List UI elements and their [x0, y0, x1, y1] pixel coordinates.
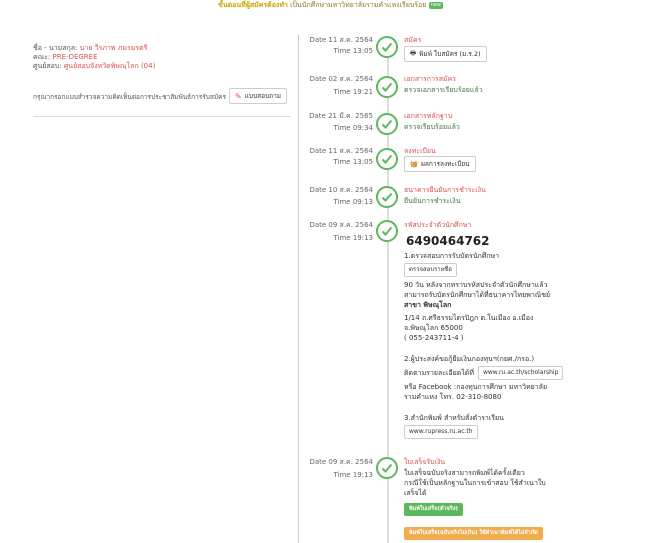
student-id-number: 6490464762: [406, 234, 490, 248]
check-circle-icon: [376, 148, 398, 170]
press-heading: 3.สำนักพิมพ์ สำหรับสั่งตำราเรียน: [404, 414, 504, 422]
print-application-label: พิมพ์ ใบสมัคร (ม.ร.2): [419, 50, 481, 58]
survey-text: กรุณากรอกแบบสำรวจความคิดเห็นต่อการประชาสัมพันธ์การรับสมัคร: [33, 93, 226, 101]
receipt-note-1: ใบเสร็จฉบับจริงสามารถพิมพ์ได้ครั้งเดียว: [404, 469, 525, 477]
check-circle-icon: [376, 186, 398, 208]
step-time: Time 09:34: [333, 124, 373, 132]
scholarship-link[interactable]: www.ru.ac.th/scholarship: [478, 366, 563, 380]
step-date: Date 11 ส.ค. 2564: [309, 36, 373, 44]
step-status: ตรวจเรียบร้อยแล้ว: [404, 123, 460, 131]
banner-title: ขั้นตอนที่ผู้สมัครต้องทำ: [218, 1, 288, 9]
basket-icon: 🧺: [410, 160, 419, 168]
step-time: Time 13:05: [333, 158, 373, 166]
faculty-value: PRE-DEGREE: [52, 53, 98, 61]
step-title: ใบเสร็จรับเงิน: [404, 458, 446, 466]
survey-button[interactable]: [229, 88, 287, 104]
step-time: Time 19:13: [333, 471, 373, 479]
loan-phone: รามคำแหง โทร. 02-310-8080: [404, 393, 502, 401]
print-receipt-button[interactable]: พิมพ์ใบเสร็จ(ตัวจริง): [404, 503, 463, 516]
receipt-details: [404, 468, 546, 540]
check-circle-icon: [376, 76, 398, 98]
registration-result-button[interactable]: [404, 156, 476, 172]
bank-branch: สาขา พิษณุโลก: [404, 301, 452, 309]
step-title: เอกสารหลักฐาน: [404, 112, 453, 120]
receipt-note-2: กรณีใช้เป็นหลักฐานในการเข้าสอบ ใช้สำเนาใบ: [404, 479, 546, 487]
check-circle-icon: [376, 113, 398, 135]
step-time: Time 19:13: [333, 234, 373, 242]
survey-button-label: แบบสอบถาม: [244, 92, 282, 100]
top-banner: [0, 0, 661, 12]
step-title: ธนาคารยืนยันการชำระเงิน: [404, 186, 486, 194]
loan-details-text: ติดตามรายละเอียดได้ที่: [404, 369, 474, 377]
step-date: Date 09 ส.ค. 2564: [309, 221, 373, 229]
step-time: Time 13:05: [333, 47, 373, 55]
rupress-link[interactable]: www.rupress.ru.ac.th: [404, 425, 478, 439]
step-status: ตรวจเอกสารเรียบร้อยแล้ว: [404, 86, 483, 94]
step-time: Time 09:13: [333, 198, 373, 206]
check-circle-icon: [376, 220, 398, 242]
step-time: Time 19:21: [333, 88, 373, 96]
profile-panel: [33, 44, 291, 101]
step-date: Date 11 ส.ค. 2564: [309, 147, 373, 155]
name-label: ชื่อ - นามสกุล:: [33, 44, 78, 52]
check-circle-icon: [376, 36, 398, 58]
step-title: ลงทะเบียน: [404, 147, 436, 155]
profile-divider: [33, 116, 291, 117]
check-circle-icon: [376, 457, 398, 479]
card-pickup-note: 90 วัน หลังจากทราบรหัสประจำตัวนักศึกษาแล้ว: [404, 281, 548, 289]
step-title: รหัสประจำตัวนักศึกษา: [404, 221, 472, 229]
profile-center-row: [33, 62, 291, 71]
print-application-button[interactable]: [404, 46, 487, 62]
step-title: สมัคร: [404, 36, 422, 44]
profile-faculty-row: [33, 53, 291, 62]
print-receipt-copy-button[interactable]: พิมพ์ใบเสร็จ(ฉบับจริงไม่เกิน) ใช้สำเนาพิมพ์ได้ไม่จำกัด: [404, 527, 543, 540]
step-date: Date 21 มี.ค. 2565: [309, 112, 373, 120]
edit-icon: ✎: [235, 91, 242, 101]
card-check-heading: 1.ตรวจสอบการรับบัตรนักศึกษา: [404, 252, 500, 260]
student-id-details: [404, 234, 563, 439]
step-date: Date 10 ส.ค. 2564: [309, 186, 373, 194]
card-pickup-bank: สามารถรับบัตรนักศึกษาได้ที่ธนาคารไทยพาณิชย์: [404, 291, 551, 299]
faculty-label: คณะ:: [33, 53, 51, 61]
profile-name-row: [33, 44, 291, 53]
column-divider: [298, 35, 299, 543]
center-value: ศูนย์สอบจังหวัดพิษณุโลก (04): [63, 62, 156, 70]
center-label: ศูนย์สอบ:: [33, 62, 62, 70]
branch-address-2: จ.พิษณุโลก 65000: [404, 324, 463, 332]
check-list-button[interactable]: ตรวจสอบรายชื่อ: [404, 263, 457, 277]
loan-facebook: หรือ Facebook :กองทุนการศึกษา มหาวิทยาลัย: [404, 383, 548, 391]
step-title: เอกสารการสมัคร: [404, 75, 457, 83]
banner-status: เป็นนักศึกษามหาวิทยาลัยรามคำแหงเรียบร้อย: [290, 1, 427, 9]
receipt-note-3: เสร็จได้: [404, 489, 427, 497]
branch-address-1: 1/14 ถ.ศรีธรรมไตรปิฎก ต.ในเมือง อ.เมือง: [404, 314, 534, 322]
step-date: Date 09 ส.ค. 2564: [309, 458, 373, 466]
loan-heading: 2.ผู้ประสงค์ขอกู้ยืมเงินกองทุนฯ(กยศ./กรอ.): [404, 355, 535, 363]
printer-icon: 🖶: [410, 48, 417, 57]
registration-result-label: ผลการลงทะเบียน: [421, 160, 470, 168]
branch-phone: ( 055-243711-4 ): [404, 334, 464, 342]
name-value: นาย วีรภาพ ภมรมรตรี: [79, 44, 148, 52]
step-status: ยืนยันการชำระเงิน: [404, 197, 461, 205]
step-date: Date 02 ส.ค. 2564: [309, 75, 373, 83]
new-badge: new: [430, 1, 441, 8]
